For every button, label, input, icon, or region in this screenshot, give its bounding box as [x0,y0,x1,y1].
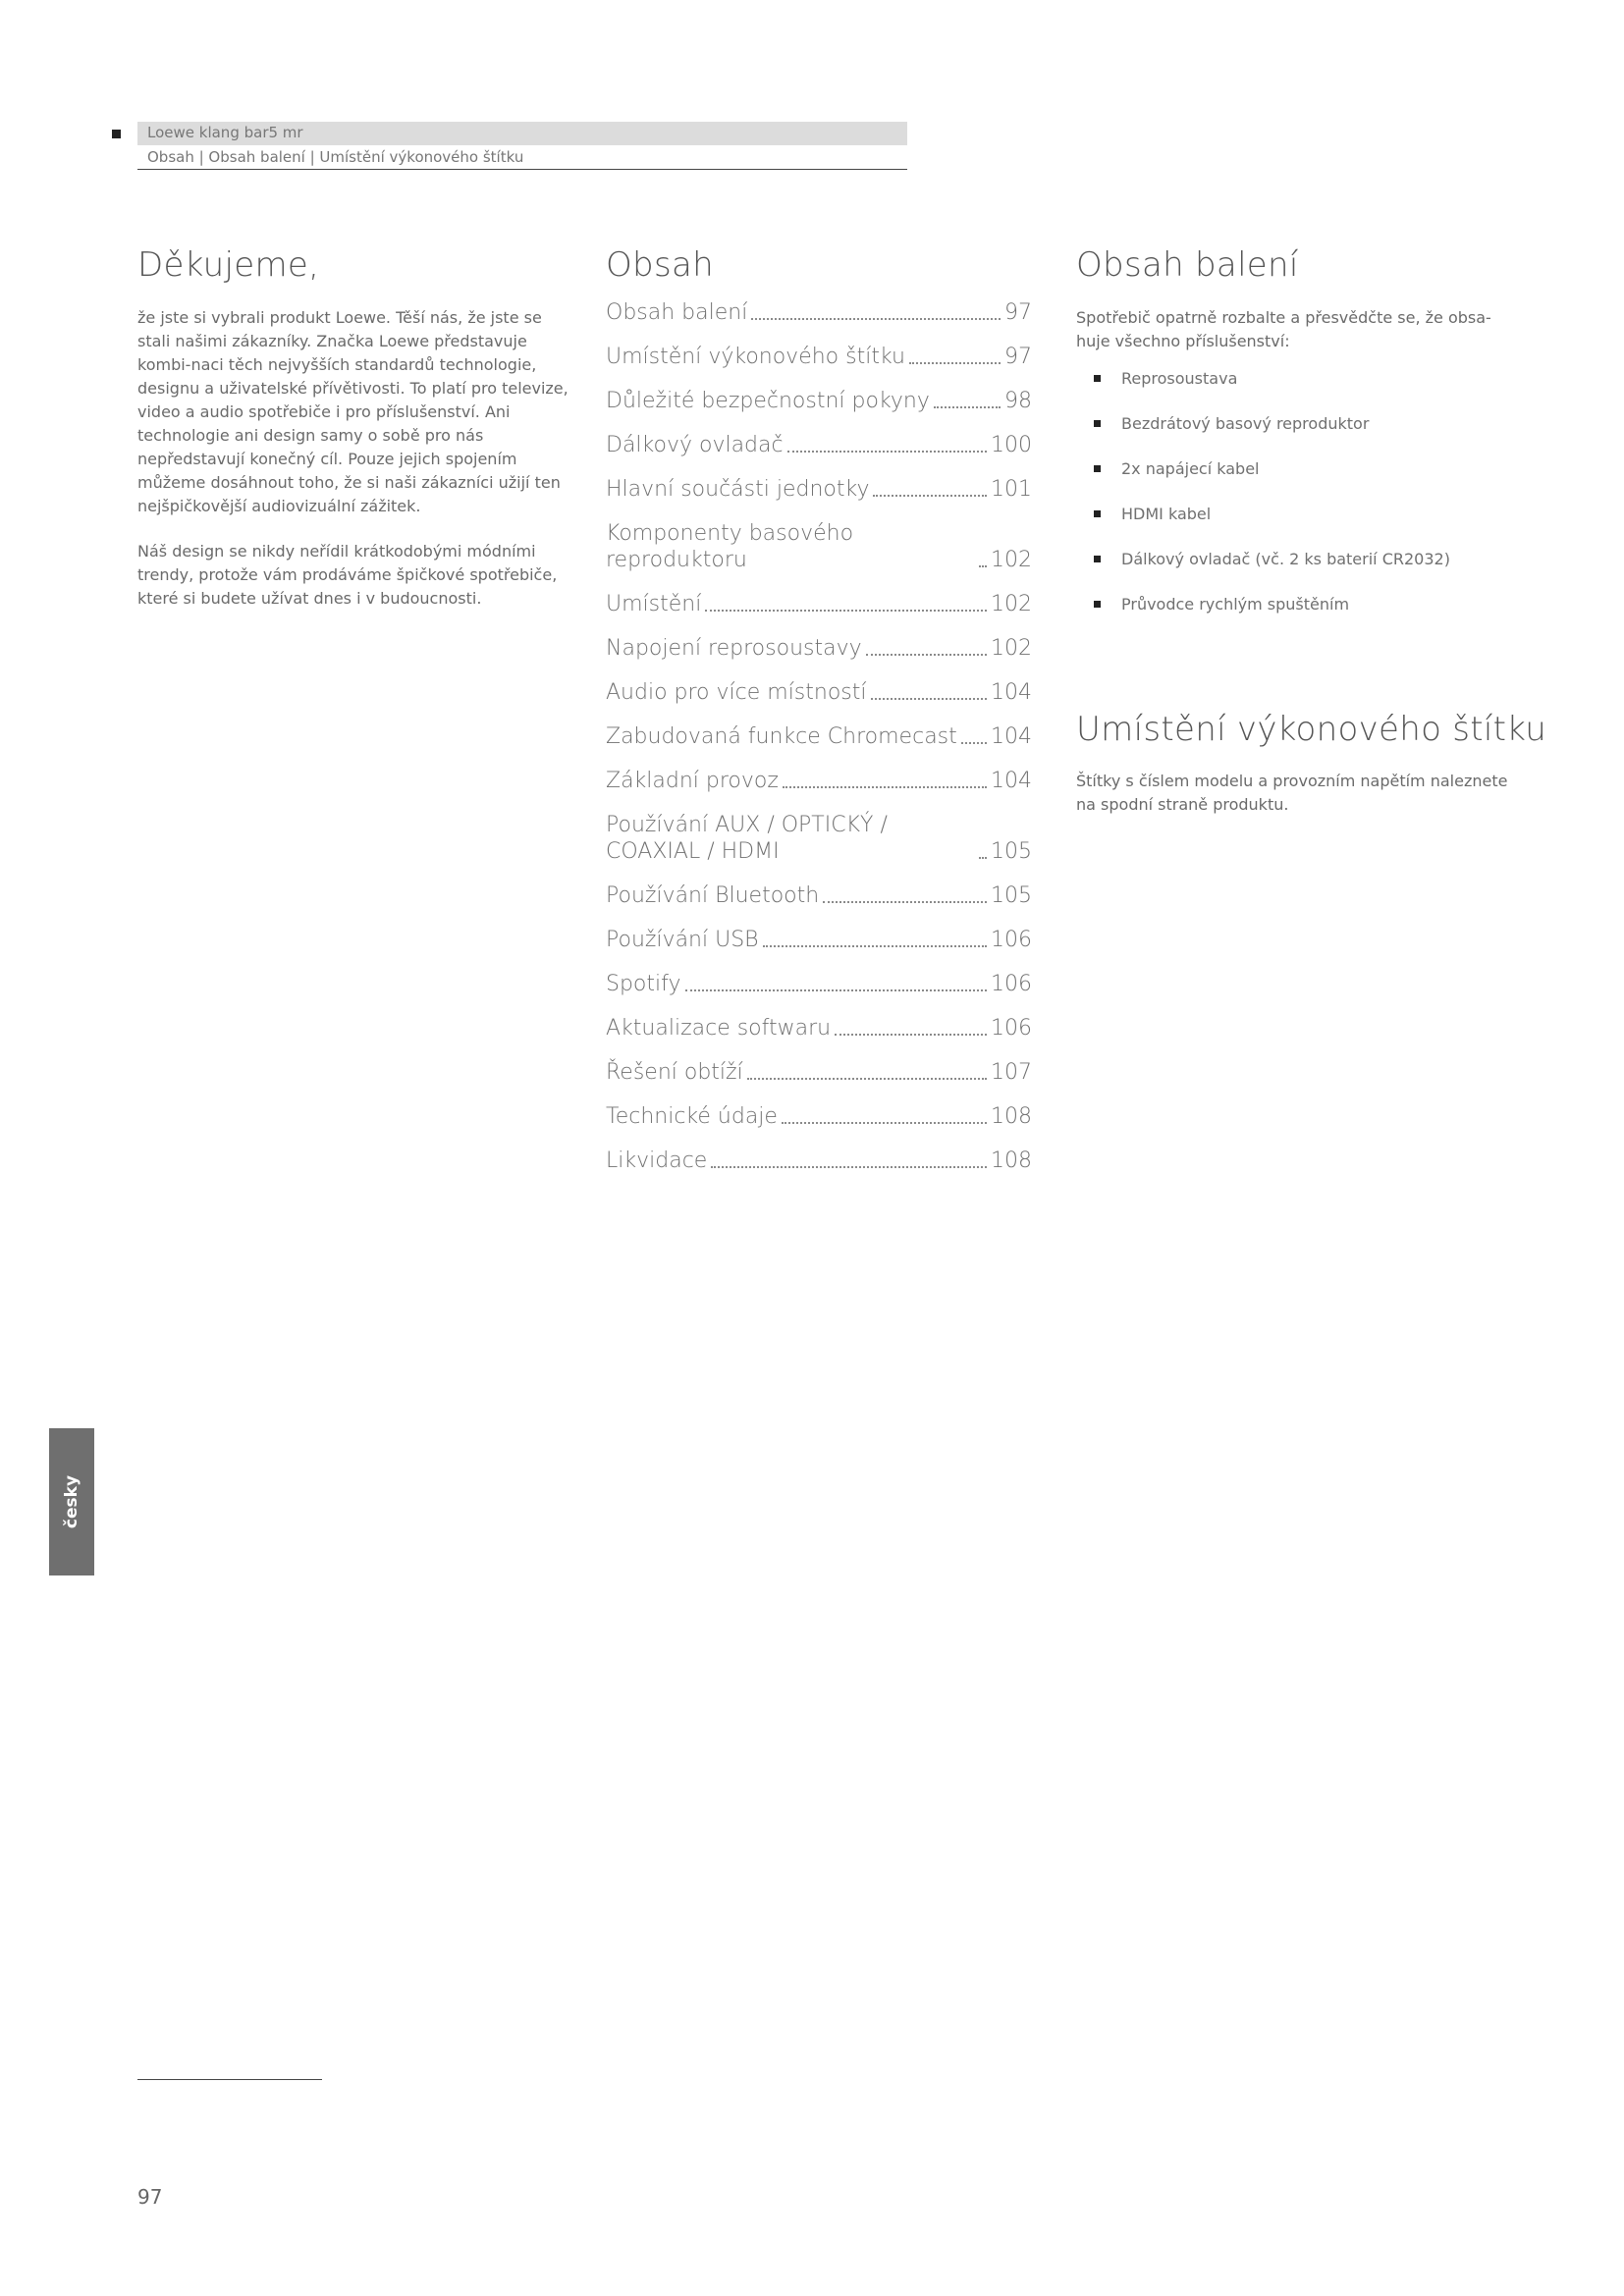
toc-item-page: 102 [991,548,1032,572]
toc-item [606,971,1032,997]
bullet-square-icon [1094,420,1101,427]
toc-item-page: 105 [991,839,1032,864]
toc-item [606,635,1032,662]
toc-item [606,882,1032,909]
toc-leader-dots [909,362,1001,364]
toc-leader-dots [866,654,987,656]
toc-item [606,927,1032,953]
toc-leader-dots [782,1122,987,1124]
package-list [1090,369,1522,640]
list-item-text: Reprosoustava [1121,369,1238,388]
toc-item-label: Zabudovaná funkce Chromecast [606,724,957,749]
package-intro: Spotřebič opatrně rozbalte a přesvědčte se, že obsa-huje všechno příslušenství: [1076,308,1491,350]
toc-item-page: 102 [991,592,1032,616]
toc-item-page: 108 [991,1104,1032,1129]
list-item-text: Dálkový ovladač (vč. 2 ks baterií CR2032) [1121,550,1450,568]
toc-item-label: Audio pro více místností [606,680,867,705]
toc-leader-dots [873,495,987,497]
toc-item-label: Řešení obtíží [606,1060,743,1085]
bullet-square-icon [1094,601,1101,608]
toc-item-page: 97 [1004,345,1032,369]
toc-leader-dots [961,742,987,744]
thanks-paragraph-2: Náš design se nikdy neřídil krátkodobými módními trendy, protože vám prodáváme špičkové spotřebiče, které si budete užívat dnes i v budoucnosti. [137,542,558,608]
label-heading: Umístění výkonového štítku [1076,710,1547,749]
toc-leader-dots [787,451,987,453]
toc-item-page: 107 [991,1060,1032,1085]
thanks-heading: Děkujeme, [137,245,320,285]
toc-item-page: 104 [991,724,1032,749]
toc-item [606,344,1032,370]
toc-item-label: Používání Bluetooth [606,883,820,908]
list-item-text: HDMI kabel [1121,505,1212,523]
toc-item-page: 106 [991,972,1032,996]
label-text: Štítky s číslem modelu a provozním napětím naleznete na spodní straně produktu. [1076,772,1508,814]
toc-item-label: Aktualizace softwaru [606,1016,832,1041]
toc-item [606,1103,1032,1130]
toc-item [606,1059,1032,1086]
toc-item-label: Důležité bezpečnostní pokyny [606,389,930,413]
toc-item-label: Spotify [606,972,681,996]
toc-item [606,1148,1032,1174]
table-of-contents [606,299,1032,1192]
bullet-square-icon [1094,375,1101,382]
bullet-square-icon [1094,465,1101,472]
list-item [1090,459,1522,479]
toc-item-label: Základní provoz [606,769,779,793]
toc-item [606,812,1032,865]
toc-leader-dots [871,698,988,700]
toc-item-label: Umístění výkonového štítku [606,345,905,369]
thanks-paragraph-1: že jste si vybrali produkt Loewe. Těší nás, že jste se stali našimi zákazníky. Značka Loewe představuje kombi-naci těch nejvyšších standardů technologie, designu a uživatelské přívětivosti. To platí pro televize, video a audio spotřebiče i pro příslušenství. Ani technologie ani design samy o sobě pro nás nepředstavují konečný cíl. Pouze jejich spojením můžeme dosáhnout toho, že si naši zákazníci užijí ten nejšpičkovější audiovizuální zážitek. [137,308,568,515]
language-tab-label: česky [62,1474,81,1529]
toc-item-label: Umístění [606,592,702,616]
toc-item-page: 104 [991,769,1032,793]
toc-item-page: 104 [991,680,1032,705]
header-divider [137,169,907,170]
product-name: Loewe klang bar5 mr [147,124,303,141]
toc-item-label: Hlavní součásti jednotky [606,477,870,502]
toc-item-label: Technické údaje [606,1104,778,1129]
toc-item [606,591,1032,617]
toc-leader-dots [979,565,987,567]
list-item-text: Bezdrátový basový reproduktor [1121,414,1370,433]
toc-leader-dots [823,901,987,903]
toc-item [606,768,1032,794]
toc-item [606,299,1032,326]
toc-item-page: 105 [991,883,1032,908]
toc-item-label: Komponenty basového reproduktoru [606,521,854,572]
toc-leader-dots [711,1166,987,1168]
bullet-square-icon [1094,556,1101,562]
toc-leader-dots [705,610,987,612]
toc-item [606,1015,1032,1041]
toc-item-page: 97 [1004,300,1032,325]
toc-item-label: Používání USB [606,928,759,952]
toc-leader-dots [763,945,987,947]
toc-item-page: 102 [991,636,1032,661]
list-item-text: 2x napájecí kabel [1121,459,1260,478]
toc-item [606,388,1032,414]
list-item [1090,414,1522,434]
toc-item [606,476,1032,503]
list-item [1090,550,1522,569]
toc-leader-dots [979,857,987,859]
language-tab [49,1428,94,1575]
toc-item-page: 101 [991,477,1032,502]
toc-leader-dots [751,318,1001,320]
header-bullet [112,130,121,138]
breadcrumb: Obsah | Obsah balení | Umístění výkonového štítku [147,148,524,166]
package-heading: Obsah balení [1076,245,1299,285]
toc-leader-dots [685,989,987,991]
footer-divider [137,2079,322,2080]
toc-item [606,723,1032,750]
list-item-text: Průvodce rychlým spuštěním [1121,595,1350,614]
toc-heading: Obsah [606,245,714,285]
toc-item [606,679,1032,706]
toc-leader-dots [835,1034,987,1036]
toc-item [606,520,1032,573]
toc-item-label: Obsah balení [606,300,748,325]
toc-item-label: Likvidace [606,1148,708,1173]
toc-item-page: 108 [991,1148,1032,1173]
toc-leader-dots [747,1078,987,1080]
toc-item-page: 98 [1004,389,1032,413]
toc-item-label: Napojení reprosoustavy [606,636,862,661]
list-item [1090,505,1522,524]
page-number: 97 [137,2185,163,2209]
list-item [1090,595,1522,614]
bullet-square-icon [1094,510,1101,517]
toc-item-page: 100 [991,433,1032,457]
toc-item-page: 106 [991,1016,1032,1041]
toc-leader-dots [934,406,1001,408]
toc-item [606,432,1032,458]
list-item [1090,369,1522,389]
thanks-text [137,306,569,611]
toc-leader-dots [783,786,987,788]
toc-item-page: 106 [991,928,1032,952]
toc-item-label: Dálkový ovladač [606,433,784,457]
toc-item-label: Používání AUX / OPTICKÝ / COAXIAL / HDMI [606,813,888,864]
